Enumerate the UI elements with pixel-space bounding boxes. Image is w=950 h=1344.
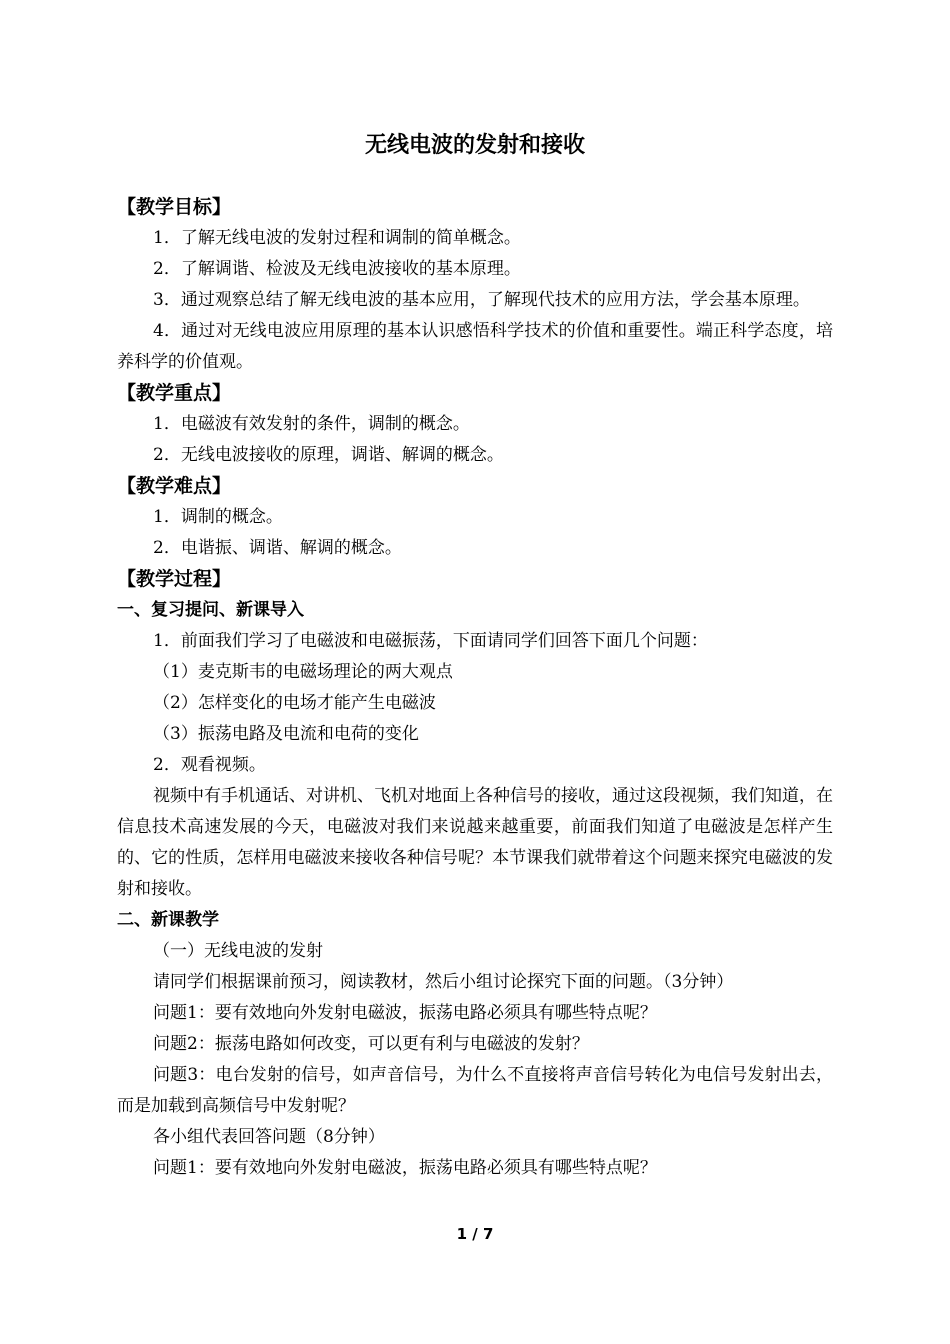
- key-point-item: 1．电磁波有效发射的条件，调制的概念。: [153, 414, 470, 434]
- answer-intro: 各小组代表回答问题（8分钟）: [153, 1127, 385, 1147]
- discussion-question: 问题3：电台发射的信号，如声音信号，为什么不直接将声音信号转化为电信号发射出去，而是加载到高频信号中发射呢？: [117, 1065, 833, 1116]
- objectives-heading: 【教学目标】: [117, 196, 232, 218]
- process-heading: 【教学过程】: [117, 568, 232, 590]
- difficulty-item: 2．电谐振、调谐、解调的概念。: [153, 538, 402, 558]
- review-question: （3）振荡电路及电流和电荷的变化: [153, 724, 419, 744]
- section-heading: 二、新课教学: [117, 910, 219, 930]
- document-body: [117, 192, 833, 1184]
- objective-item: 3．通过观察总结了解无线电波的基本应用，了解现代技术的应用方法，学会基本原理。: [153, 290, 810, 310]
- document-title: 无线电波的发射和接收: [364, 133, 585, 158]
- objective-item: 4．通过对无线电波应用原理的基本认识感悟科学技术的价值和重要性。端正科学态度，培养科学的价值观。: [117, 321, 833, 372]
- section-heading: 一、复习提问、新课导入: [117, 600, 304, 620]
- process-item: 1．前面我们学习了电磁波和电磁振荡，下面请同学们回答下面几个问题：: [153, 631, 708, 651]
- current-page: 1: [456, 1225, 468, 1243]
- objective-item: 2．了解调谐、检波及无线电波接收的基本原理。: [153, 259, 521, 279]
- review-question: （2）怎样变化的电场才能产生电磁波: [153, 693, 436, 713]
- key-point-item: 2．无线电波接收的原理，调谐、解调的概念。: [153, 445, 504, 465]
- total-pages: 7: [482, 1225, 494, 1243]
- discussion-intro: 请同学们根据课前预习，阅读教材，然后小组讨论探究下面的问题。（3分钟）: [153, 972, 734, 992]
- subsection-heading: （一）无线电波的发射: [153, 941, 323, 961]
- difficulties-heading: 【教学难点】: [117, 475, 232, 497]
- process-item: 2．观看视频。: [153, 755, 266, 775]
- objective-item: 1．了解无线电波的发射过程和调制的简单概念。: [153, 228, 521, 248]
- discussion-question: 问题1：要有效地向外发射电磁波，振荡电路必须具有哪些特点呢？: [153, 1003, 657, 1023]
- key-points-heading: 【教学重点】: [117, 382, 232, 404]
- page-number: [0, 1224, 950, 1244]
- review-question: （1）麦克斯韦的电磁场理论的两大观点: [153, 662, 453, 682]
- answer-question: 问题1：要有效地向外发射电磁波，振荡电路必须具有哪些特点呢？: [153, 1158, 657, 1178]
- intro-paragraph: 视频中有手机通话、对讲机、飞机对地面上各种信号的接收，通过这段视频，我们知道，在信息技术高速发展的今天，电磁波对我们来说越来越重要，前面我们知道了电磁波是怎样产生的、它的性质，怎样用电磁波来接收各种信号呢？本节课我们就带着这个问题来探究电磁波的发射和接收。: [117, 786, 833, 899]
- discussion-question: 问题2：振荡电路如何改变，可以更有利与电磁波的发射？: [153, 1034, 589, 1054]
- difficulty-item: 1．调制的概念。: [153, 507, 283, 527]
- page-separator: /: [467, 1225, 483, 1243]
